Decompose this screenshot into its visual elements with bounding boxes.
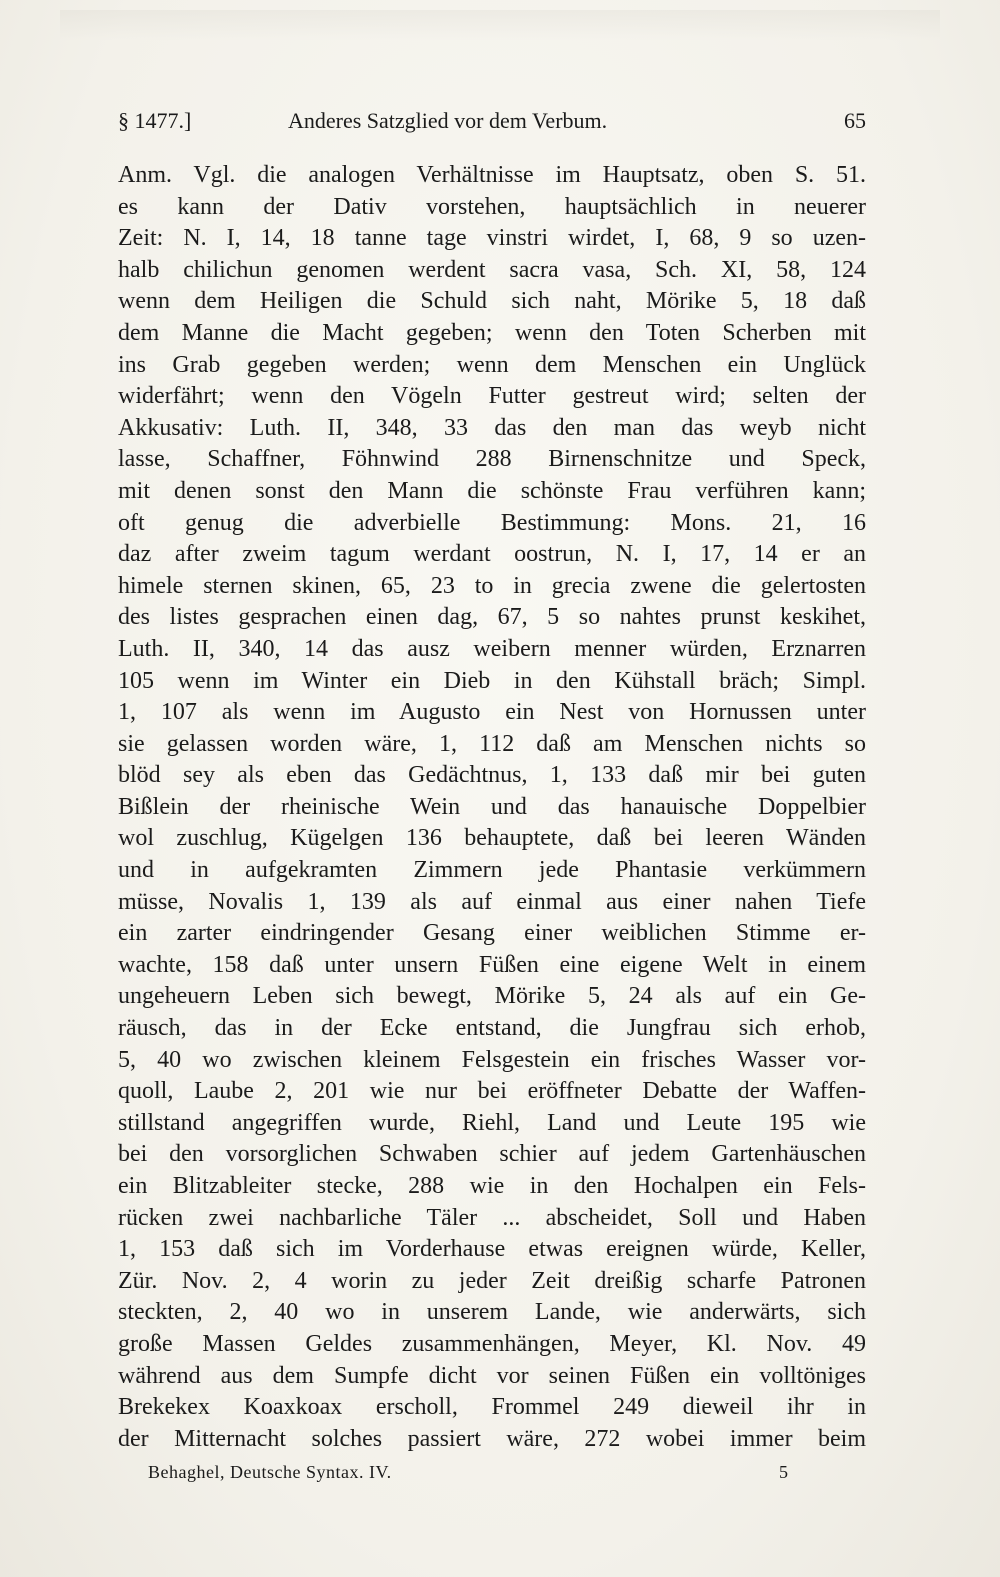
- footer-imprint: Behaghel, Deutsche Syntax. IV.: [148, 1462, 392, 1482]
- text-line: müsse, Novalis 1, 139 als auf einmal aus einer nahen Tiefe: [118, 888, 866, 915]
- text-line: daz after zweim tagum werdant oostrun, N. I, 17, 14 er an: [118, 541, 866, 568]
- text-line: während aus dem Sumpfe dicht vor seinen Füßen ein volltöniges: [118, 1362, 866, 1389]
- text-line: wachte, 158 daß unter unsern Füßen eine eigene Welt in einem: [118, 951, 866, 978]
- page-footer: [148, 1458, 788, 1486]
- text-line: ein Blitzableiter stecke, 288 wie in den Hochalpen ein Fels-: [118, 1173, 866, 1199]
- text-line: blöd sey als eben das Gedächtnus, 1, 133 daß mir bei guten: [118, 762, 866, 789]
- text-line: 105 wenn im Winter ein Dieb in den Kühstall bräch; Simpl.: [118, 667, 866, 694]
- text-line: rücken zwei nachbarliche Täler ... abscheidet, Soll und Haben: [118, 1204, 866, 1231]
- text-line: Brekekex Koaxkoax erscholl, Frommel 249 dieweil ihr in: [118, 1394, 866, 1421]
- signature-mark: 5: [779, 1462, 788, 1482]
- text-line: quoll, Laube 2, 201 wie nur bei eröffneter Debatte der Waffen-: [118, 1078, 866, 1105]
- text-line: dem Manne die Macht gegeben; wenn den Toten Scherben mit: [118, 319, 866, 346]
- running-title: Anderes Satzglied vor dem Verbum.: [288, 108, 608, 133]
- text-line: Akkusativ: Luth. II, 348, 33 das den man das weyb nicht: [118, 414, 866, 441]
- text-line: des listes gesprachen einen dag, 67, 5 so nahtes prunst keskihet,: [118, 604, 866, 631]
- text-line: 1, 153 daß sich im Vorderhause etwas ereignen würde, Keller,: [118, 1236, 866, 1263]
- page-number: 65: [844, 108, 866, 133]
- text-line: ins Grab gegeben werden; wenn dem Menschen ein Unglück: [118, 351, 866, 378]
- text-line: große Massen Geldes zusammenhängen, Meyer, Kl. Nov. 49: [118, 1330, 866, 1357]
- text-line: wol zuschlug, Kügelgen 136 behauptete, daß bei leeren Wänden: [118, 825, 866, 852]
- text-line: widerfährt; wenn den Vögeln Futter gestreut wird; selten der: [118, 383, 866, 410]
- section-reference: § 1477.]: [118, 108, 192, 133]
- text-line: Zür. Nov. 2, 4 worin zu jeder Zeit dreißig scharfe Patronen: [118, 1267, 866, 1294]
- page-edge-shading: [60, 10, 940, 40]
- text-line: steckten, 2, 40 wo in unserem Lande, wie anderwärts, sich: [118, 1299, 866, 1326]
- text-line: und in aufgekramten Zimmern jede Phantasie verkümmern: [118, 857, 866, 884]
- text-line: ein zarter eindringender Gesang einer weiblichen Stimme er-: [118, 920, 866, 947]
- running-head: [118, 106, 866, 136]
- text-line: wenn dem Heiligen die Schuld sich naht, Mörike 5, 18 daß: [118, 288, 866, 315]
- text-line: ungeheuern Leben sich bewegt, Mörike 5, 24 als auf ein Ge-: [118, 983, 866, 1010]
- text-line: stillstand angegriffen wurde, Riehl, Land und Leute 195 wie: [118, 1109, 866, 1136]
- text-line: 5, 40 wo zwischen kleinem Felsgestein ein frisches Wasser vor-: [118, 1046, 866, 1073]
- text-line: Anm. Vgl. die analogen Verhältnisse im Hauptsatz, oben S. 51.: [118, 162, 866, 188]
- text-line: räusch, das in der Ecke entstand, die Jungfrau sich erhob,: [118, 1015, 866, 1042]
- body-text: [118, 160, 866, 1455]
- text-line: 1, 107 als wenn im Augusto ein Nest von Hornussen unter: [118, 699, 866, 726]
- text-line: Zeit: N. I, 14, 18 tanne tage vinstri wirdet, I, 68, 9 so uzen-: [118, 225, 866, 252]
- text-line: oft genug die adverbielle Bestimmung: Mons. 21, 16: [118, 509, 866, 536]
- text-line: lasse, Schaffner, Föhnwind 288 Birnenschnitze und Speck,: [118, 446, 866, 473]
- text-line: Luth. II, 340, 14 das ausz weibern menner würden, Erznarren: [118, 635, 866, 662]
- text-line: mit denen sonst den Mann die schönste Frau verführen kann;: [118, 477, 866, 504]
- text-line: sie gelassen worden wäre, 1, 112 daß am Menschen nichts so: [118, 730, 866, 757]
- text-line: Bißlein der rheinische Wein und das hanauische Doppelbier: [118, 793, 866, 820]
- text-line: halb chilichun genomen werdent sacra vasa, Sch. XI, 58, 124: [118, 256, 866, 283]
- text-line: bei den vorsorglichen Schwaben schier auf jedem Gartenhäuschen: [118, 1141, 866, 1168]
- text-line: der Mitternacht solches passiert wäre, 272 wobei immer beim: [118, 1425, 866, 1452]
- text-line: himele sternen skinen, 65, 23 to in grecia zwene die gelertosten: [118, 572, 866, 599]
- text-line: es kann der Dativ vorstehen, hauptsächlich in neuerer: [118, 193, 866, 220]
